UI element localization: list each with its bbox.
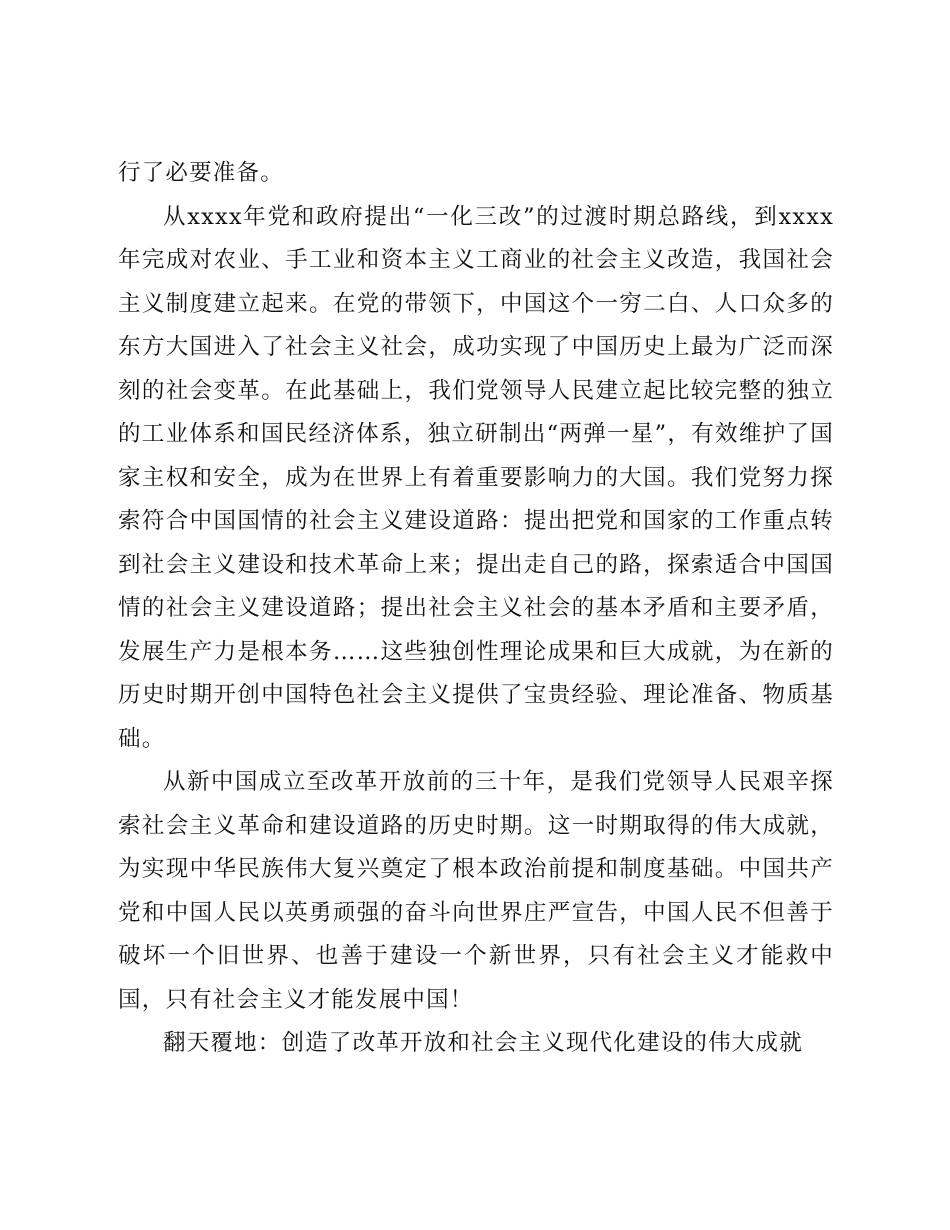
paragraph-transition-period: 从xxxx年党和政府提出“一化三改”的过渡时期总路线，到xxxx年完成对农业、手工业和资本主义工商业的社会主义改造，我国社会主义制度建立起来。在党的带领下，中国这个一穷二白、人口众多的东方大国进入了社会主义社会，成功实现了中国历史上最为广泛而深刻的社会变革。在此基础上，我们党领导人民建立起比较完整的独立的工业体系和国民经济体系，独立研制出“两弹一星”，有效维护了国家主权和安全，成为在世界上有着重要影响力的大国。我们党努力探索符合中国国情的社会主义建设道路：提出把党和国家的工作重点转到社会主义建设和技术革命上来；提出走自己的路，探索适合中国国情的社会主义建设道路；提出社会主义社会的基本矛盾和主要矛盾，发展生产力是根本务……这些独创性理论成果和巨大成就，为在新的历史时期开创中国特色社会主义提供了宝贵经验、理论准备、物质基础。: [118, 203, 834, 752]
paragraph-thirty-years: 从新中国成立至改革开放前的三十年，是我们党领导人民艰辛探索社会主义革命和建设道路的历史时期。这一时期取得的伟大成就，为实现中华民族伟大复兴奠定了根本政治前提和制度基础。中国共产党和中国人民以英勇顽强的奋斗向世界庄严宣告，中国人民不但善于破坏一个旧世界、也善于建设一个新世界，只有社会主义才能救中国，只有社会主义才能发展中国！: [118, 769, 834, 1013]
document-body: [118, 152, 834, 1066]
paragraph-continuation: 行了必要准备。: [118, 160, 284, 186]
section-heading: 翻天覆地：创造了改革开放和社会主义现代化建设的伟大成就: [163, 1030, 803, 1056]
